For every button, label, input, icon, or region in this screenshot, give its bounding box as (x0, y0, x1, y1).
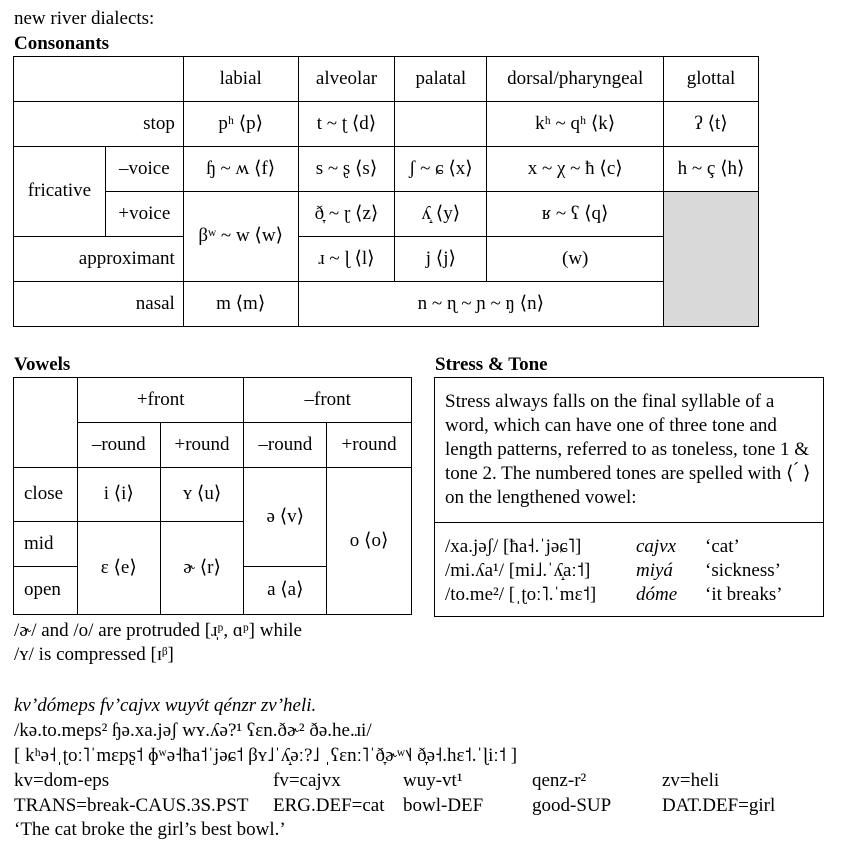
stress-ex-3-gloss: ‘it breaks’ (705, 584, 783, 605)
row-fricative: fricative (14, 147, 106, 237)
row-nasal: nasal (14, 282, 184, 327)
fric-vd-dorsal: ʁ ~ ʕ ⟨q⟩ (487, 192, 664, 237)
morph-5: zv=heli (662, 770, 720, 791)
row-open: open (14, 567, 78, 615)
fric-vl-glottal: h ~ ç ⟨h⟩ (664, 147, 759, 192)
front-round: +round (160, 423, 244, 468)
consonant-table (13, 56, 759, 327)
row-approximant: approximant (14, 237, 184, 282)
gloss-4: good-SUP (532, 795, 612, 816)
morph-3: wuy-vt¹ (403, 770, 463, 791)
nonfront-unround: –round (244, 423, 327, 468)
nonfront-header: –front (244, 378, 412, 423)
stress-ex-3-word: dóme (636, 584, 678, 605)
col-labial: labial (183, 57, 298, 102)
sentence-orthography: kv’dómeps fv’cajvx wuyv́t qénzr zv’heli. (14, 695, 317, 716)
fricative-voiceless-label: –voice (105, 147, 183, 192)
empty-cell (664, 192, 759, 327)
sentence-phonetic: [ kʰə˧ˌʈoː˥ˈmɛpʂ˦ ɸʷə˧ħa˦ˈjəɕ˦ βʏ˩ˈʎ̝əː?˩ ˌʕɛnː˥ˈð̞ɚʷ˦˨ ð̞ə˧.hɛ˦.ˈɭiː˦ ] (14, 745, 518, 766)
fric-vl-labial: ɧ ~ ʍ ⟨f⟩ (183, 147, 298, 192)
nonfront-round: +round (327, 423, 412, 468)
row-mid: mid (14, 522, 78, 567)
morph-4: qenz-r² (532, 770, 587, 791)
stress-heading: Stress & Tone (435, 354, 548, 375)
vowel-note-1: /ɚ/ and /o/ are protruded [ɹ̩ᵖ, ɑᵖ] while (14, 620, 302, 641)
vowel-y: ʏ ⟨u⟩ (160, 468, 244, 522)
stress-ex-3-phon: /to.me²/ [ˌʈoː˥.ˈmɛ˦] (445, 584, 597, 605)
vowels-heading: Vowels (14, 354, 71, 375)
vowel-table (13, 377, 412, 615)
col-alveolar: alveolar (298, 57, 395, 102)
morph-1: kv=dom-eps (14, 770, 110, 791)
col-glottal: glottal (664, 57, 759, 102)
stress-ex-2-word: miyá (636, 560, 673, 581)
gloss-5: DAT.DEF=girl (662, 795, 776, 816)
stop-labial: pʰ ⟨p⟩ (183, 102, 298, 147)
morph-2: fv=cajvx (273, 770, 341, 791)
stress-ex-1-phon: /xa.jəʃ/ [ħa˧.ˈjəɕ˥] (445, 536, 582, 557)
vowel-i: i ⟨i⟩ (77, 468, 160, 522)
vowel-o: o ⟨o⟩ (327, 468, 412, 615)
front-unround: –round (77, 423, 160, 468)
col-dorsal: dorsal/pharyngeal (487, 57, 664, 102)
gloss-2: ERG.DEF=cat (273, 795, 385, 816)
stress-description-box (434, 377, 824, 523)
gloss-3: bowl-DEF (403, 795, 484, 816)
approx-alveolar: ɹ ~ ɭ ⟨l⟩ (298, 237, 395, 282)
stop-dorsal: kʰ ~ qʰ ⟨k⟩ (487, 102, 664, 147)
sentence-phonemic: /kə.to.meps² ɧə.xa.jəʃ wʏ.ʎə?¹ ʕɛn.ðɚ² ðə.he.ɹi/ (14, 720, 372, 741)
consonants-heading: Consonants (14, 33, 110, 54)
fric-vl-alveolar: s ~ ʂ ⟨s⟩ (298, 147, 395, 192)
vowel-schwa: ə ⟨v⟩ (244, 468, 327, 567)
stress-ex-2-phon: /mi.ʎa¹/ [mi˩.ˈʎ̝aː˦] (445, 560, 591, 581)
fric-vl-dorsal: x ~ χ ~ ħ ⟨c⟩ (487, 147, 664, 192)
nasal-other: n ~ ɳ ~ ɲ ~ ŋ ⟨n⟩ (298, 282, 664, 327)
fric-vl-palatal: ʃ ~ ɕ ⟨x⟩ (395, 147, 487, 192)
nasal-labial: m ⟨m⟩ (183, 282, 298, 327)
fric-vd-palatal: ʎ̝ ⟨y⟩ (395, 192, 487, 237)
stress-description: Stress always falls on the final syllable of a word, which can have one of three tone and length patterns, referred to as toneless, tone 1 & tone 2. The numbered tones are spelled with ⟨ ́ ⟩ on the lengthened vowel: (445, 391, 811, 508)
vowel-r: ɚ ⟨r⟩ (160, 522, 244, 615)
vowel-a: a ⟨a⟩ (244, 567, 327, 615)
stop-glottal: ʔ ⟨t⟩ (664, 102, 759, 147)
page-title: new river dialects: (14, 8, 155, 29)
gloss-1: TRANS=break-CAUS.3S.PST (14, 795, 249, 816)
row-stop: stop (14, 102, 184, 147)
row-close: close (14, 468, 78, 522)
approx-dorsal: (w) (487, 237, 664, 282)
approx-palatal: j ⟨j⟩ (395, 237, 487, 282)
vowel-e: ɛ ⟨e⟩ (77, 522, 160, 615)
stop-alveolar: t ~ ʈ ⟨d⟩ (298, 102, 395, 147)
vowel-note-2: /ʏ/ is compressed [ɪᵝ] (14, 644, 174, 665)
fricative-voiced-label: +voice (105, 192, 183, 237)
fric-vd-alveolar: ð̞ ~ ɽ ⟨z⟩ (298, 192, 395, 237)
front-header: +front (77, 378, 244, 423)
stress-ex-1-word: cajvx (636, 536, 677, 557)
sentence-translation: ‘The cat broke the girl’s best bowl.’ (14, 819, 286, 840)
stress-ex-2-gloss: ‘sickness’ (705, 560, 781, 581)
col-palatal: palatal (395, 57, 487, 102)
stress-examples-box (434, 522, 824, 617)
stress-ex-1-gloss: ‘cat’ (705, 536, 740, 557)
labial-approx: βʷ ~ w ⟨w⟩ (183, 192, 298, 282)
